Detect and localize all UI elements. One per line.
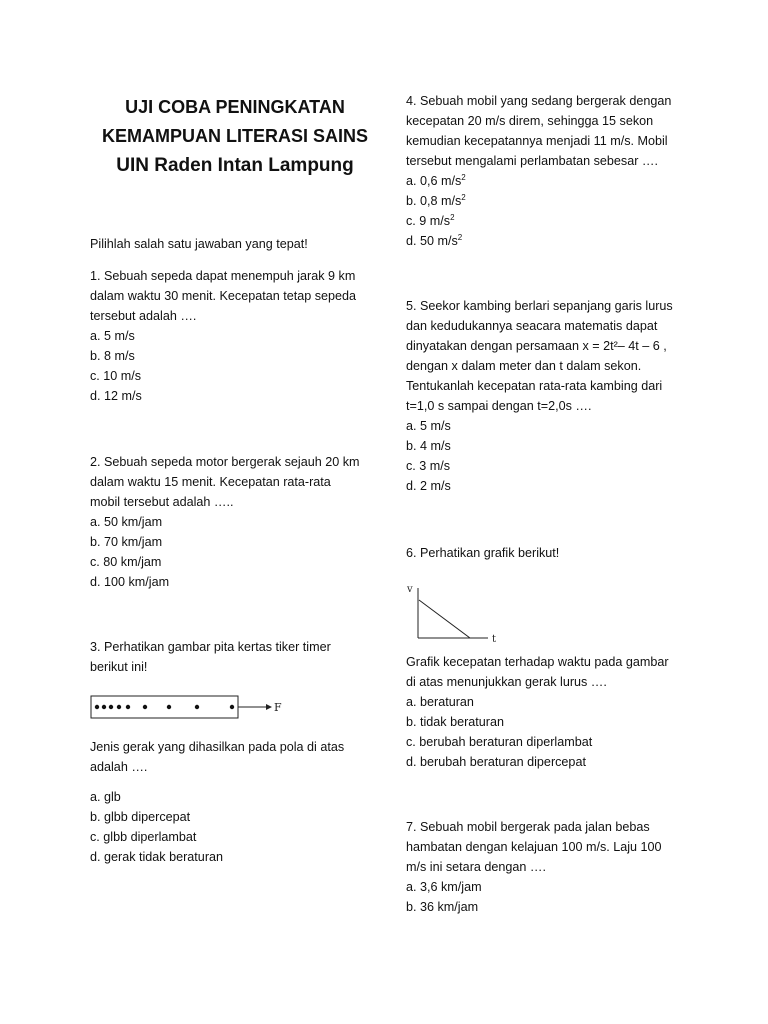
option-a[interactable]: a. glb <box>90 790 121 804</box>
question-7-line-3: m/s ini setara dengan …. <box>406 860 547 874</box>
question-2-line-3: mobil tersebut adalah ….. <box>90 495 234 509</box>
option-d[interactable]: d. 2 m/s <box>406 479 451 493</box>
question-5 <box>406 296 673 496</box>
x-axis-label: t <box>492 634 497 644</box>
option-c[interactable]: c. 10 m/s <box>90 369 142 383</box>
question-5-line-5: Tentukanlah kecepatan rata-rata kambing dari <box>406 379 663 393</box>
question-5-line-2: dan kedudukannya seacara matematis dapat <box>406 319 658 333</box>
title-line-3: UIN Raden Intan Lampung <box>116 155 354 176</box>
option-d-sup: 2 <box>457 232 463 242</box>
force-label: F <box>274 701 282 714</box>
tape-dot <box>126 705 130 709</box>
option-d[interactable]: d. 100 km/jam <box>90 575 170 589</box>
question-1-line-1: 1. Sebuah sepeda dapat menempuh jarak 9 km <box>90 269 356 283</box>
option-a[interactable]: a. 3,6 km/jam <box>406 880 482 894</box>
option-b-text: b. 0,8 m/s <box>406 194 462 208</box>
question-2-line-1: 2. Sebuah sepeda motor bergerak sejauh 20 km <box>90 455 360 469</box>
option-a[interactable]: a. beraturan <box>406 695 474 709</box>
question-3-line-2: berikut ini! <box>90 660 148 674</box>
question-5-line-3: dinyatakan dengan persamaan x = 2t²– 4t – 6 , <box>406 339 667 353</box>
tape-dot <box>102 705 106 709</box>
question-1 <box>90 266 356 406</box>
question-4-line-2: kecepatan 20 m/s direm, sehingga 15 sekon <box>406 114 654 128</box>
velocity-line <box>419 600 470 638</box>
question-5-line-4: dengan x dalam meter dan t dalam sekon. <box>406 359 642 373</box>
option-c[interactable] <box>406 211 671 231</box>
option-b[interactable]: b. 8 m/s <box>90 349 135 363</box>
ticker-tape-figure <box>90 694 290 720</box>
option-c[interactable]: c. glbb diperlambat <box>90 830 197 844</box>
option-a-text: a. 0,6 m/s <box>406 174 462 188</box>
instruction <box>90 234 308 254</box>
option-b[interactable]: b. 4 m/s <box>406 439 451 453</box>
question-7-options <box>406 877 662 917</box>
option-a[interactable]: a. 5 m/s <box>406 419 451 433</box>
option-c-text: c. 9 m/s <box>406 214 451 228</box>
tape-dot <box>95 705 99 709</box>
force-arrow-head <box>266 704 272 710</box>
question-6-after-line-2: di atas menunjukkan gerak lurus …. <box>406 675 607 689</box>
question-4-line-4: tersebut mengalami perlambatan sebesar …. <box>406 154 659 168</box>
option-a[interactable]: a. 5 m/s <box>90 329 135 343</box>
question-4-options <box>406 171 671 251</box>
tape-dot <box>230 705 234 709</box>
option-a[interactable]: a. 50 km/jam <box>90 515 163 529</box>
tape-dot <box>117 705 121 709</box>
option-c-sup: 2 <box>450 212 455 222</box>
option-d[interactable]: d. gerak tidak beraturan <box>90 850 224 864</box>
question-2-line-2: dalam waktu 15 menit. Kecepatan rata-rata <box>90 475 331 489</box>
question-1-line-3: tersebut adalah …. <box>90 309 197 323</box>
question-3 <box>90 637 331 677</box>
question-1-options <box>90 326 356 406</box>
option-c[interactable]: c. 80 km/jam <box>90 555 162 569</box>
option-b[interactable]: b. 70 km/jam <box>90 535 163 549</box>
question-6-after-line-1: Grafik kecepatan terhadap waktu pada gambar <box>406 655 669 669</box>
question-1-line-2: dalam waktu 30 menit. Kecepatan tetap sepeda <box>90 289 357 303</box>
tape-dot <box>109 705 113 709</box>
question-3-options <box>90 787 344 867</box>
option-c[interactable]: c. berubah beraturan diperlambat <box>406 735 593 749</box>
option-d[interactable]: d. 12 m/s <box>90 389 142 403</box>
option-a-sup: 2 <box>461 172 466 182</box>
option-d-text: d. 50 m/s <box>406 234 458 248</box>
question-5-options <box>406 416 673 496</box>
option-a[interactable] <box>406 171 671 191</box>
title-line-2: KEMAMPUAN LITERASI SAINS <box>101 126 368 146</box>
option-c[interactable]: c. 3 m/s <box>406 459 451 473</box>
title-line-1: UJI COBA PENINGKATAN <box>125 97 345 117</box>
option-b[interactable]: b. tidak beraturan <box>406 715 505 729</box>
question-5-line-1: 5. Seekor kambing berlari sepanjang garis lurus <box>406 299 673 313</box>
y-axis-label: v <box>407 584 413 595</box>
question-2-options <box>90 512 360 592</box>
instruction-text: Pilihlah salah satu jawaban yang tepat! <box>90 237 308 251</box>
question-6-body <box>406 652 669 772</box>
question-3-body <box>90 737 344 867</box>
question-6 <box>406 543 559 563</box>
question-3-after-line-2: adalah …. <box>90 760 148 774</box>
question-4-line-1: 4. Sebuah mobil yang sedang bergerak dengan <box>406 94 672 108</box>
question-7-line-1: 7. Sebuah mobil bergerak pada jalan bebas <box>406 820 650 834</box>
option-b[interactable] <box>406 191 671 211</box>
question-4 <box>406 91 671 251</box>
question-7-line-2: hambatan dengan kelajuan 100 m/s. Laju 100 <box>406 840 662 854</box>
question-3-line-1: 3. Perhatikan gambar pita kertas tiker timer <box>90 640 331 654</box>
option-d[interactable] <box>406 231 671 251</box>
question-5-line-6: t=1,0 s sampai dengan t=2,0s …. <box>406 399 592 413</box>
question-7 <box>406 817 662 917</box>
question-2 <box>90 452 360 592</box>
option-b[interactable]: b. glbb dipercepat <box>90 810 191 824</box>
question-6-line-1: 6. Perhatikan grafik berikut! <box>406 546 560 560</box>
tape-dot <box>143 705 147 709</box>
tape-dot <box>195 705 199 709</box>
question-4-line-3: kemudian kecepatannya menjadi 11 m/s. Mobil <box>406 134 668 148</box>
option-d[interactable]: d. berubah beraturan dipercepat <box>406 755 586 769</box>
question-3-after-line-1: Jenis gerak yang dihasilkan pada pola di atas <box>90 740 345 754</box>
tape-dot <box>167 705 171 709</box>
option-b-sup: 2 <box>461 192 466 202</box>
velocity-time-graph <box>404 580 504 644</box>
option-b[interactable]: b. 36 km/jam <box>406 900 479 914</box>
question-6-options <box>406 692 669 772</box>
